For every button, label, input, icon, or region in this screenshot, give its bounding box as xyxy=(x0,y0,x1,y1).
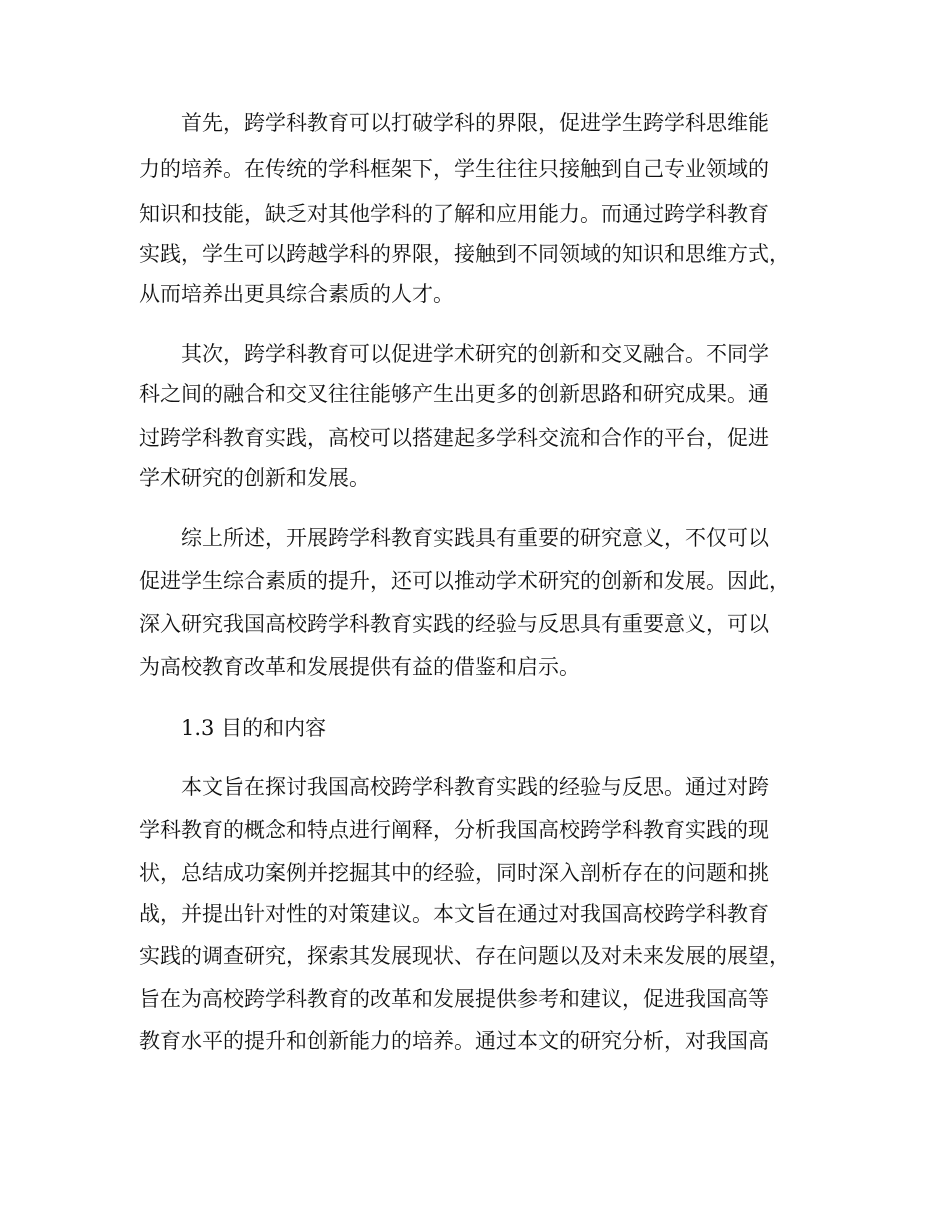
paragraph-4-line-4: 战，并提出针对性的对策建议。本文旨在通过对我国高校跨学科教育 xyxy=(139,902,769,926)
paragraph-3-line-1: 综上所述，开展跨学科教育实践具有重要的研究意义，不仅可以 xyxy=(181,526,769,550)
paragraph-2-line-4: 学术研究的创新和发展。 xyxy=(139,466,370,490)
paragraph-4-line-3: 状，总结成功案例并挖掘其中的经验，同时深入剖析存在的问题和挑 xyxy=(139,861,769,885)
paragraph-1-line-4: 实践，学生可以跨越学科的界限，接触到不同领域的知识和思维方式， xyxy=(139,242,790,266)
paragraph-4-line-5: 实践的调查研究，探索其发展现状、存在问题以及对未来发展的展望， xyxy=(139,944,790,968)
section-heading: 1.3 目的和内容 xyxy=(181,716,327,740)
paragraph-4-line-2: 学科教育的概念和特点进行阐释，分析我国高校跨学科教育实践的现 xyxy=(139,818,769,842)
paragraph-4-line-7: 教育水平的提升和创新能力的培养。通过本文的研究分析，对我国高 xyxy=(139,1029,769,1053)
paragraph-2-line-2: 科之间的融合和交叉往往能够产生出更多的创新思路和研究成果。通 xyxy=(139,382,769,406)
paragraph-1-line-5: 从而培养出更具综合素质的人才。 xyxy=(139,282,454,306)
paragraph-3-line-2: 促进学生综合素质的提升，还可以推动学术研究的创新和发展。因此， xyxy=(139,569,790,593)
paragraph-1-line-2: 力的培养。在传统的学科框架下，学生往往只接触到自己专业领域的 xyxy=(139,157,769,181)
paragraph-4-line-1: 本文旨在探讨我国高校跨学科教育实践的经验与反思。通过对跨 xyxy=(181,775,769,799)
paragraph-1-line-3: 知识和技能，缺乏对其他学科的了解和应用能力。而通过跨学科教育 xyxy=(139,202,769,226)
paragraph-3-line-3: 深入研究我国高校跨学科教育实践的经验与反思具有重要意义，可以 xyxy=(139,612,769,636)
paragraph-2-line-3: 过跨学科教育实践，高校可以搭建起多学科交流和合作的平台，促进 xyxy=(139,426,769,450)
paragraph-1-line-1: 首先，跨学科教育可以打破学科的界限，促进学生跨学科思维能 xyxy=(181,111,769,135)
paragraph-2-line-1: 其次，跨学科教育可以促进学术研究的创新和交叉融合。不同学 xyxy=(181,342,769,366)
paragraph-3-line-4: 为高校教育改革和发展提供有益的借鉴和启示。 xyxy=(139,655,580,679)
paragraph-4-line-6: 旨在为高校跨学科教育的改革和发展提供参考和建议，促进我国高等 xyxy=(139,987,769,1011)
